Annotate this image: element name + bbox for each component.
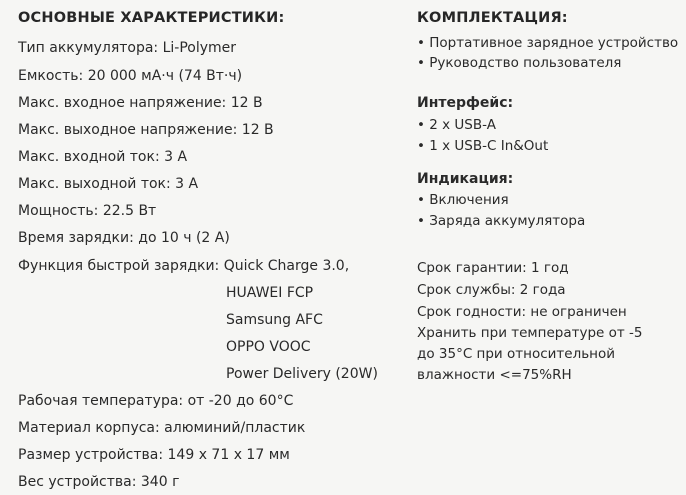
- spec-max-output-current: Макс. выходной ток: 3 А: [18, 176, 199, 192]
- spec-fast-charge: Функция быстрой зарядки: Quick Charge 3.0,: [18, 258, 350, 274]
- interface-item: • 1 х USB-C In&Out: [417, 138, 549, 154]
- main-specs-title: ОСНОВНЫЕ ХАРАКТЕРИСТИКИ:: [18, 10, 285, 26]
- interface-title: Интерфейс:: [417, 95, 514, 111]
- spec-operating-temp: Рабочая температура: от -20 до 60°С: [18, 393, 294, 409]
- indication-item: • Включения: [417, 192, 509, 208]
- spec-capacity: Емкость: 20 000 мА·ч (74 Вт·ч): [18, 68, 243, 84]
- warranty-line: Срок гарантии: 1 год: [417, 260, 569, 276]
- warranty-line: Срок годности: не ограничен: [417, 304, 627, 320]
- spec-body-material: Материал корпуса: алюминий/пластик: [18, 420, 306, 436]
- package-title: КОМПЛЕКТАЦИЯ:: [417, 10, 568, 26]
- warranty-line: влажности <=75%RH: [417, 367, 572, 383]
- warranty-line: Хранить при температуре от -5: [417, 325, 643, 341]
- spec-dimensions: Размер устройства: 149 х 71 х 17 мм: [18, 447, 290, 463]
- fast-charge-huawei: HUAWEI FCP: [226, 285, 314, 301]
- warranty-line: до 35°С при относительной: [417, 346, 616, 362]
- indication-item: • Заряда аккумулятора: [417, 213, 586, 229]
- warranty-line: Срок службы: 2 года: [417, 282, 566, 298]
- spec-max-input-voltage: Макс. входное напряжение: 12 В: [18, 95, 263, 111]
- spec-power: Мощность: 22.5 Вт: [18, 203, 157, 219]
- fast-charge-oppo: OPPO VOOC: [226, 339, 311, 355]
- fast-charge-pd: Power Delivery (20W): [226, 366, 378, 382]
- package-item: • Портативное зарядное устройство: [417, 35, 679, 51]
- fast-charge-samsung: Samsung AFC: [226, 312, 323, 328]
- spec-battery-type: Тип аккумулятора: Li-Polymer: [18, 40, 237, 56]
- spec-max-input-current: Макс. входной ток: 3 А: [18, 149, 188, 165]
- interface-item: • 2 х USB-A: [417, 117, 496, 133]
- spec-max-output-voltage: Макс. выходное напряжение: 12 В: [18, 122, 274, 138]
- spec-weight: Вес устройства: 340 г: [18, 474, 180, 490]
- package-item: • Руководство пользователя: [417, 55, 622, 71]
- spec-charge-time: Время зарядки: до 10 ч (2 А): [18, 230, 230, 246]
- indication-title: Индикация:: [417, 171, 514, 187]
